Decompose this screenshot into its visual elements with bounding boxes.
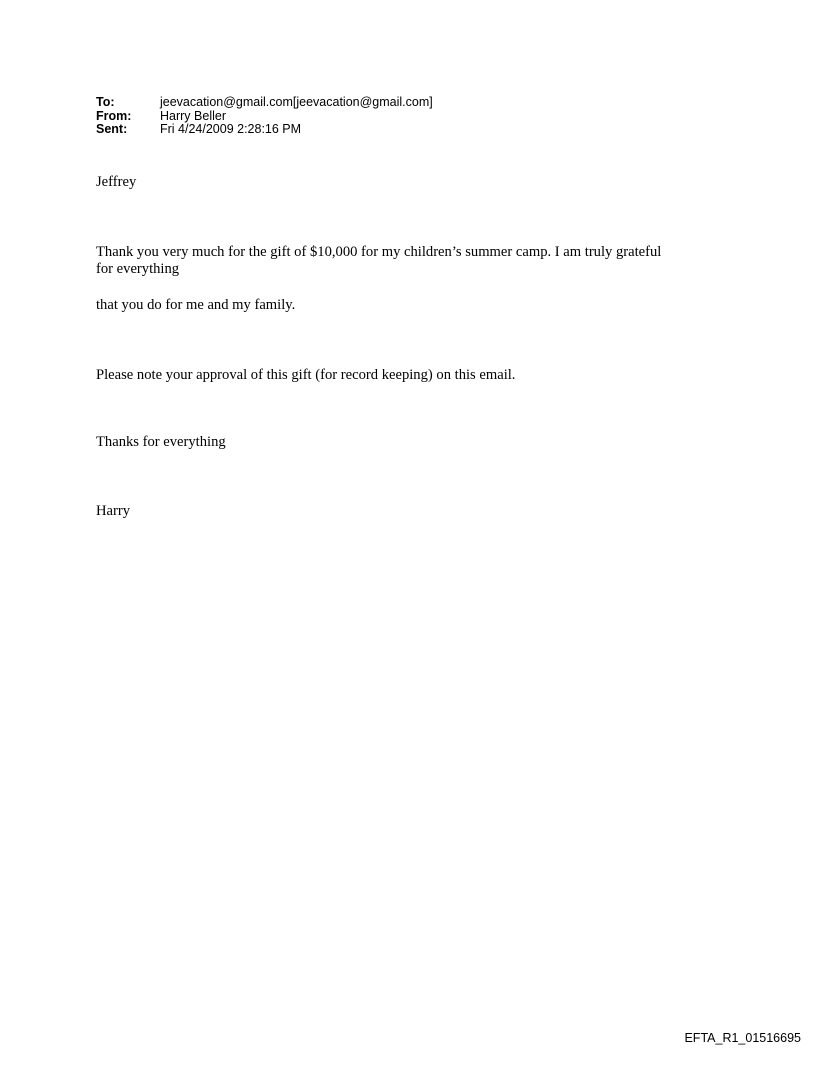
paragraph-2: that you do for me and my family.	[96, 297, 296, 313]
closing: Thanks for everything	[96, 434, 226, 450]
sent-row	[96, 123, 433, 137]
paragraph-1-line-1: Thank you very much for the gift of $10,000 for my children’s summer camp. I am truly grateful	[96, 244, 662, 260]
greeting: Jeffrey	[96, 174, 137, 190]
paragraph-3: Please note your approval of this gift (for record keeping) on this email.	[96, 367, 516, 383]
to-value: jeevacation@gmail.com[jeevacation@gmail.com]	[160, 95, 433, 109]
signature: Harry	[96, 503, 131, 519]
to-label: To:	[96, 95, 115, 109]
paragraph-1-line-2: for everything	[96, 261, 180, 277]
sent-label: Sent:	[96, 122, 128, 136]
from-label: From:	[96, 108, 132, 123]
from-row	[96, 110, 433, 124]
bates-number: EFTA_R1_01516695	[684, 1031, 801, 1045]
sent-value: Fri 4/24/2009 2:28:16 PM	[160, 122, 302, 136]
to-row	[96, 96, 433, 110]
email-header	[96, 96, 433, 137]
from-value: Harry Beller	[160, 108, 226, 123]
